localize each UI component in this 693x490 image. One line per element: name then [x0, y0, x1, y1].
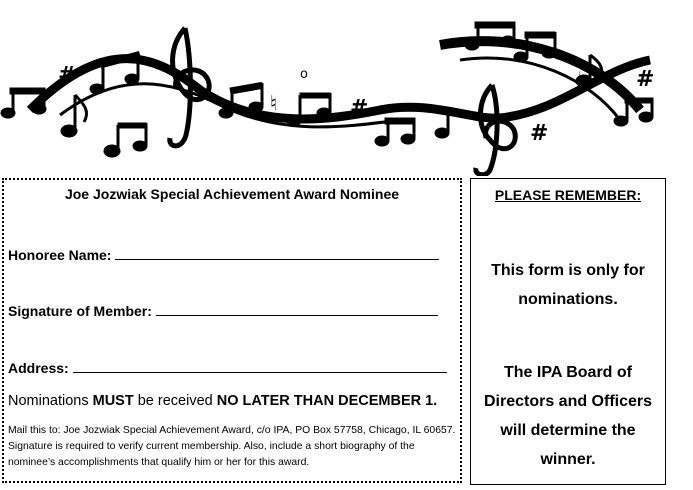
- form-title: Joe Jozwiak Special Achievement Award Nominee: [64, 186, 400, 202]
- address-line[interactable]: [73, 360, 447, 373]
- nomination-form: [2, 178, 462, 483]
- music-notes-banner-icon: [0, 0, 693, 176]
- honoree-name-line[interactable]: [115, 247, 439, 260]
- deadline-text: Nominations: [8, 393, 93, 409]
- deadline-notice: [8, 393, 437, 409]
- deadline-must: MUST: [92, 393, 134, 409]
- reminder-line-2: The IPA Board of Directors and Officers will determine the winner.: [483, 364, 653, 468]
- reminder-box: [470, 178, 666, 485]
- deadline-text-2: be received: [133, 393, 217, 409]
- sharp-symbol: #: [58, 63, 77, 88]
- honoree-name-label: Honoree Name:: [8, 247, 112, 263]
- natural-symbol: ♮: [270, 91, 278, 115]
- sharp-symbol: #: [350, 96, 369, 121]
- mailing-instructions: Mail this to: Joe Jozwiak Special Achievement Award, c/o IPA, PO Box 57758, Chicago, IL 60657. Signature is required to verify current membership. Also, include a short biography of the nominee’s accomplishments that qualify him or her for this award.: [8, 425, 456, 468]
- sharp-symbol: #: [530, 121, 549, 146]
- natural-symbol: ♮: [578, 67, 586, 91]
- degree-symbol: o: [300, 67, 308, 82]
- signature-field[interactable]: [8, 303, 438, 319]
- deadline-date: NO LATER THAN DECEMBER 1.: [216, 393, 438, 409]
- reminder-title: PLEASE REMEMBER:: [494, 187, 642, 203]
- sharp-symbol: #: [636, 67, 655, 92]
- address-field[interactable]: [8, 360, 447, 376]
- signature-line[interactable]: [156, 303, 438, 316]
- address-label: Address:: [8, 360, 69, 376]
- reminder-line-1: This form is only for nominations.: [491, 262, 645, 308]
- signature-label: Signature of Member:: [8, 303, 152, 319]
- honoree-name-field[interactable]: [8, 247, 439, 263]
